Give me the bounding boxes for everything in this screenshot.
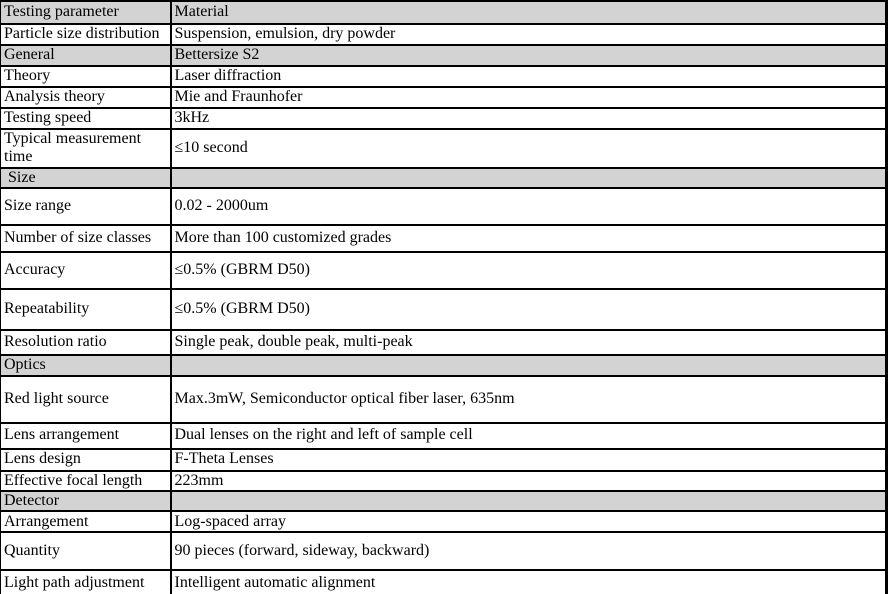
table-row [1,87,887,108]
table-row [1,252,887,289]
table-row [1,108,887,129]
table-row [1,423,887,449]
value-cell: More than 100 customized grades [171,225,887,252]
value-cell: Max.3mW, Semiconductor optical fiber laser, 635nm [171,376,887,423]
param-cell: Lens arrangement [1,423,171,449]
table-row [1,376,887,423]
value-cell: ≤0.5% (GBRM D50) [171,252,887,289]
table-row [1,66,887,87]
param-cell: Red light source [1,376,171,423]
table-row [1,225,887,252]
param-cell: Size range [1,188,171,225]
section-row [1,355,887,375]
param-cell: Theory [1,66,171,87]
table-row [1,24,887,45]
value-cell: 223mm [171,471,887,491]
table-row [1,289,887,330]
param-cell: Particle size distribution [1,24,171,45]
value-cell: Bettersize S2 [171,45,887,66]
param-cell: Detector [1,491,171,511]
param-cell: Accuracy [1,252,171,289]
table-row [1,330,887,355]
param-cell: Typical measurement time [1,129,171,168]
param-cell: Number of size classes [1,225,171,252]
column-header-material: Material [171,1,887,24]
param-cell: Light path adjustment [1,570,171,594]
section-row [1,168,887,188]
value-cell: Intelligent automatic alignment [171,570,887,594]
param-cell: Arrangement [1,511,171,532]
value-cell: Single peak, double peak, multi-peak [171,330,887,355]
value-cell: Mie and Fraunhofer [171,87,887,108]
value-cell: 90 pieces (forward, sideway, backward) [171,532,887,570]
param-cell: Testing speed [1,108,171,129]
value-cell: ≤0.5% (GBRM D50) [171,289,887,330]
param-cell: Analysis theory [1,87,171,108]
value-cell: 0.02 - 2000um [171,188,887,225]
table-row [1,188,887,225]
value-cell: Dual lenses on the right and left of sample cell [171,423,887,449]
value-cell: F-Theta Lenses [171,449,887,471]
param-cell: Lens design [1,449,171,471]
table-row [1,511,887,532]
value-cell [171,168,887,188]
value-cell: 3kHz [171,108,887,129]
table-row [1,532,887,570]
param-cell: General [1,45,171,66]
param-cell: Optics [1,355,171,375]
table-header-row [1,1,887,24]
value-cell: ≤10 second [171,129,887,168]
value-cell [171,355,887,375]
value-cell: Suspension, emulsion, dry powder [171,24,887,45]
table-row [1,449,887,471]
param-cell: Quantity [1,532,171,570]
column-header-testing-parameter: Testing parameter [1,1,171,24]
value-cell: Laser diffraction [171,66,887,87]
section-row [1,45,887,66]
section-row [1,491,887,511]
table-row [1,471,887,491]
table-row [1,129,887,168]
param-cell: Effective focal length [1,471,171,491]
param-cell: Resolution ratio [1,330,171,355]
param-cell: Size [1,168,171,188]
table-row [1,570,887,594]
param-cell: Repeatability [1,289,171,330]
value-cell: Log-spaced array [171,511,887,532]
value-cell [171,491,887,511]
